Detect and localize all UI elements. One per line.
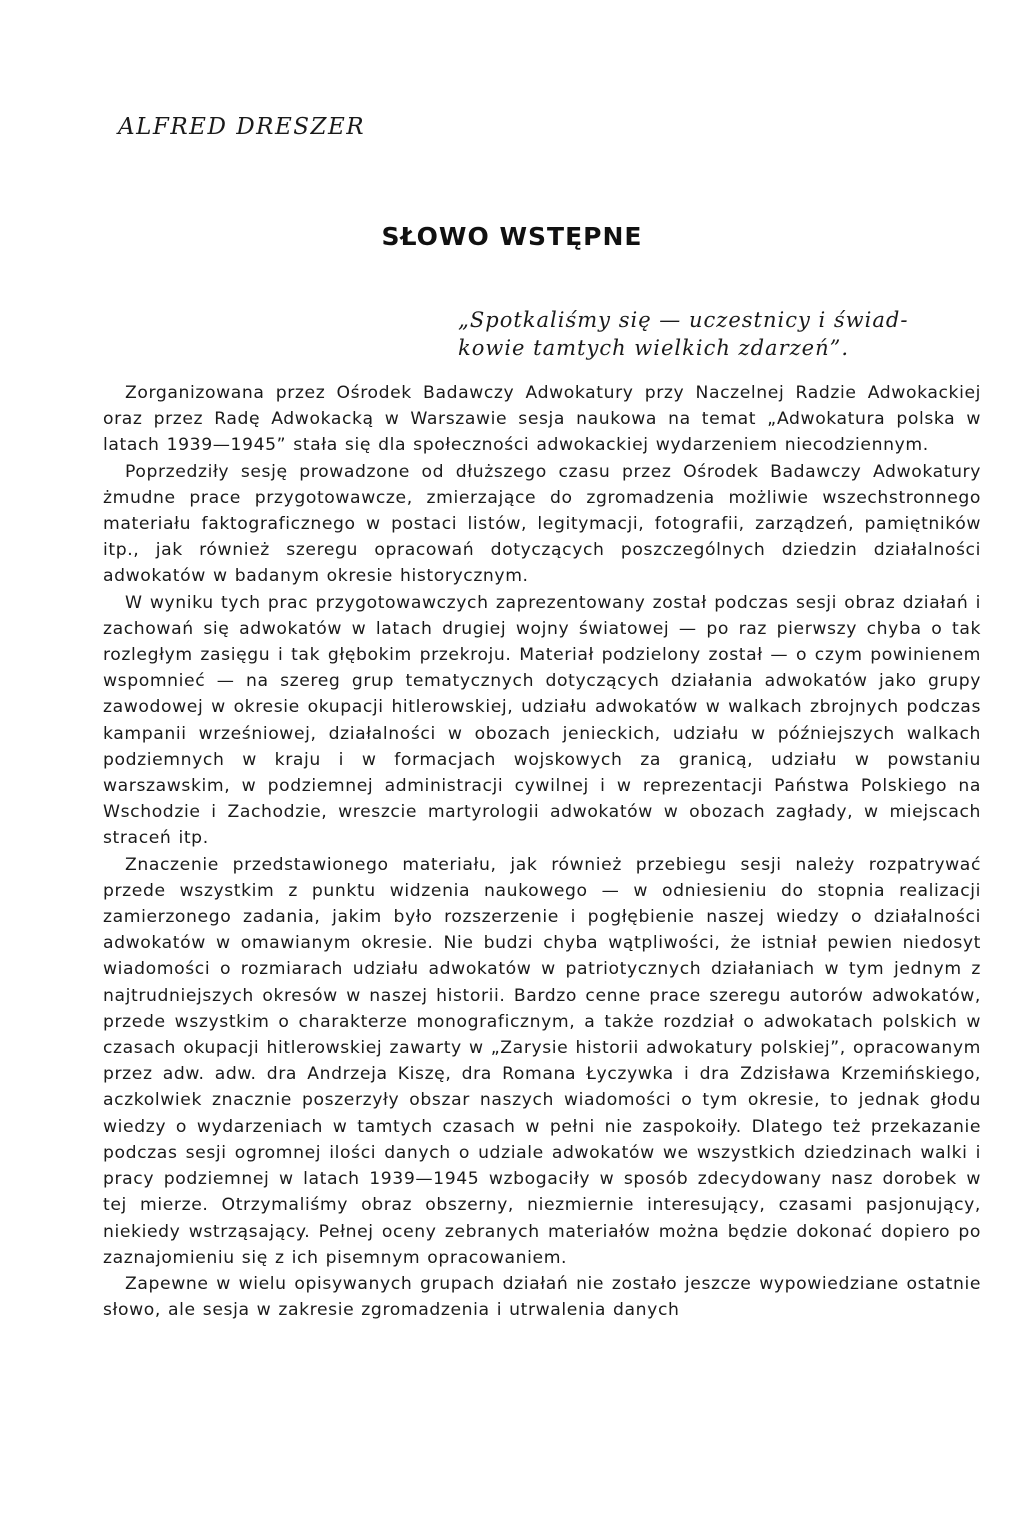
article-title: SŁOWO WSTĘPNE	[381, 222, 643, 251]
article-body	[103, 380, 981, 1323]
paragraph-3: W wyniku tych prac przygotowawczych zaprezentowany został podczas sesji obraz działań i zachowań się adwokatów w latach drugiej wojny światowej — po raz pierwszy chyba o tak rozległym zasięgu i tak głębokim przekroju. Materiał podzielony został — o czym powinienem wspomnieć — na szereg grup tematycznych dotyczących działania adwokatów jako grupy zawodowej w okresie okupacji hitlerowskiej, udziału adwokatów w walkach zbrojnych podczas kampanii wrześniowej, działalności w obozach jenieckich, udziału w późniejszych walkach podziemnych w kraju i w formacjach wojskowych za granicą, udziału w powstaniu warszawskim, w podziemnej administracji cywilnej i w reprezentacji Państwa Polskiego na Wschodzie i Zachodzie, wreszcie martyrologii adwokatów w obozach zagłady, w miejscach straceń itp.	[103, 592, 981, 849]
epigraph-quote	[458, 306, 984, 362]
epigraph-line-2: kowie tamtych wielkich zdarzeń”.	[458, 336, 850, 360]
paragraph-5: Zapewne w wielu opisywanych grupach działań nie zostało jeszcze wypowiedziane ostatnie słowo, ale sesja w zakresie zgromadzenia i utrwalenia danych	[103, 1273, 981, 1321]
paragraph-2: Poprzedziły sesję prowadzone od dłuższego czasu przez Ośrodek Badawczy Adwokatury żmudne prace przygotowawcze, zmierzające do zgromadzenia możliwie wszechstronnego materiału faktograficznego w postaci listów, legitymacji, fotografii, zarządzeń, pamiętników itp., jak również szeregu opracowań dotyczących poszczególnych dziedzin działalności adwokatów w badanym okresie historycznym.	[103, 461, 981, 587]
paragraph-4: Znaczenie przedstawionego materiału, jak również przebiegu sesji należy rozpatrywać przede wszystkim z punktu widzenia naukowego — w odniesieniu do stopnia realizacji zamierzonego zadania, jakim było rozszerzenie i pogłębienie naszej wiedzy o działalności adwokatów w omawianym okresie. Nie budzi chyba wątpliwości, że istniał pewien niedosyt wiadomości o rozmiarach udziału adwokatów w patriotycznych działaniach w tym jednym z najtrudniejszych okresów w naszej historii. Bardzo cenne prace szeregu autorów adwokatów, przede wszystkim o charakterze monograficznym, a także rozdział o adwokatach polskich w czasach okupacji hitlerowskiej zawarty w „Zarysie historii adwokatury polskiej”, opracowanym przez adw. adw. dra Andrzeja Kiszę, dra Romana Łyczywka i dra Zdzisława Krzemińskiego, aczkolwiek znacznie poszerzyły obszar naszych wiadomości o tym okresie, to jednak głodu wiedzy o wydarzeniach w tamtych czasach w pełni nie zaspokoiły. Dlatego też przekazanie podczas sesji ogromnej ilości danych o udziale adwokatów we wszystkich dziedzinach walki i pracy podziemnej w latach 1939—1945 wzbogaciły w sposób zdecydowany nasz dorobek w tej mierze. Otrzymaliśmy obraz obszerny, niezmiernie interesujący, czasami pasjonujący, niekiedy wstrząsający. Pełnej oceny zebranych materiałów można będzie dokonać dopiero po zaznajomieniu się z ich pisemnym opracowaniem.	[103, 854, 981, 1268]
author-name: ALFRED DRESZER	[118, 114, 366, 140]
paragraph-1: Zorganizowana przez Ośrodek Badawczy Adwokatury przy Naczelnej Radzie Adwokackiej oraz przez Radę Adwokacką w Warszawie sesja naukowa na temat „Adwokatura polska w latach 1939—1945” stała się dla społeczności adwokackiej wydarzeniem niecodziennym.	[103, 383, 981, 456]
epigraph-line-1: „Spotkaliśmy się — uczestnicy i świad-	[458, 308, 909, 332]
